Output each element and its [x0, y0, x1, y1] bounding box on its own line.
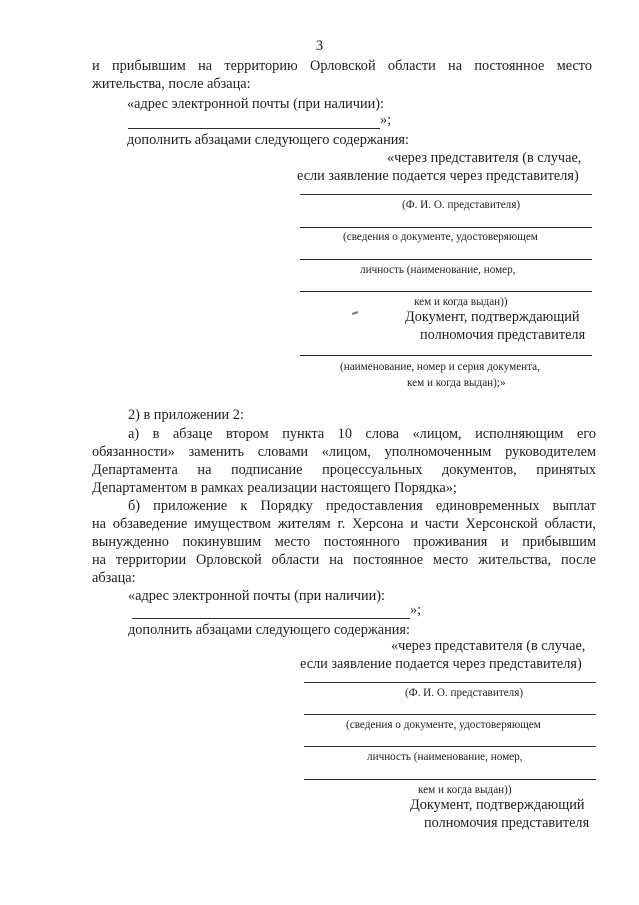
email-label: «адрес электронной почты (при наличии):: [128, 588, 386, 604]
blank-line: [304, 746, 596, 747]
blank-line: [132, 618, 410, 619]
supplement-text: дополнить абзацами следующего содержания:: [128, 622, 410, 638]
blank-line: [304, 682, 596, 683]
email-label: «адрес электронной почты (при наличии):: [127, 96, 385, 112]
caption: (наименование, номер и серия документа,: [340, 361, 540, 373]
caption: кем и когда выдан);»: [407, 377, 506, 389]
blank-line: [300, 227, 592, 228]
auth-line: полномочия представителя: [424, 815, 590, 831]
email-end: »;: [380, 112, 392, 128]
supplement-text: дополнить абзацами следующего содержания:: [127, 132, 409, 148]
para-line: на обзаведение имуществом жителям г. Херсона и части Херсонской области,: [92, 516, 596, 532]
para-line: абзаца:: [92, 570, 136, 586]
blank-line: [300, 355, 592, 356]
caption: кем и когда выдан)): [414, 296, 508, 308]
blank-line: [304, 714, 596, 715]
auth-line: полномочия представителя: [420, 327, 586, 343]
para-line: жительства, после абзаца:: [92, 76, 251, 92]
blank-line: [300, 291, 592, 292]
caption: (сведения о документе, удостоверяющем: [346, 719, 541, 731]
section-heading: 2) в приложении 2:: [128, 407, 244, 423]
caption: личность (наименование, номер,: [367, 751, 523, 763]
para-line: Департамента на подписание процессуальных документов, принятых: [92, 462, 596, 478]
rep-line: если заявление подается через представителя): [297, 168, 579, 184]
rep-line: «через представителя (в случае,: [391, 638, 586, 654]
para-line: а) в абзаце втором пункта 10 слова «лицом, исполняющим его: [128, 426, 596, 442]
para-line: и прибывшим на территорию Орловской области на постоянное место: [92, 58, 592, 74]
para-line: на территории Орловской области на постоянное место жительства, после: [92, 552, 596, 568]
email-end: »;: [410, 602, 422, 618]
rep-line: если заявление подается через представителя): [300, 656, 582, 672]
ink-mark: [352, 311, 358, 315]
para-line: б) приложение к Порядку предоставления единовременных выплат: [128, 498, 596, 514]
rep-line: «через представителя (в случае,: [387, 150, 582, 166]
para-line: обязанности» заменить словами «лицом, уполномоченным руководителем: [92, 444, 596, 460]
para-line: Департаментом в рамках реализации настоящего Порядка»;: [92, 480, 457, 496]
caption: (Ф. И. О. представителя): [405, 687, 524, 699]
caption: (сведения о документе, удостоверяющем: [343, 231, 538, 243]
page-number: 3: [315, 38, 324, 54]
para-line: вынужденно покинувшим место постоянного проживания и прибывшим: [92, 534, 596, 550]
caption: кем и когда выдан)): [418, 784, 512, 796]
blank-line: [300, 259, 592, 260]
blank-line: [300, 194, 592, 195]
auth-line: Документ, подтверждающий: [410, 797, 585, 813]
caption: (Ф. И. О. представителя): [402, 199, 521, 211]
auth-line: Документ, подтверждающий: [405, 309, 580, 325]
blank-line: [128, 128, 380, 129]
caption: личность (наименование, номер,: [360, 264, 516, 276]
blank-line: [304, 779, 596, 780]
